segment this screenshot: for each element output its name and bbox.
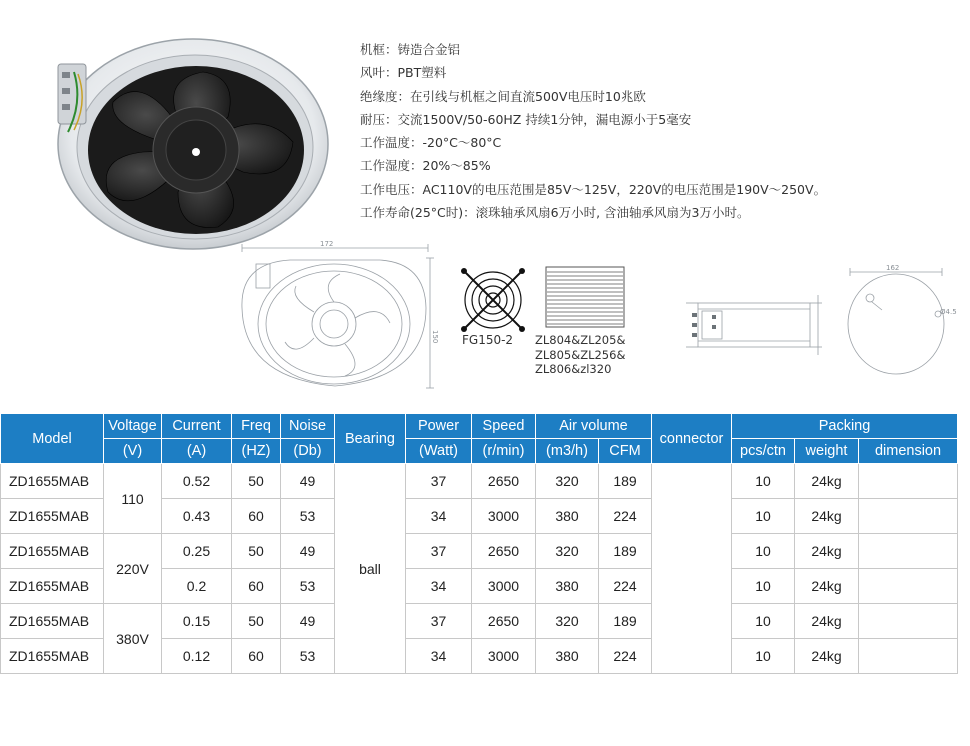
cell-current: 0.2 <box>162 569 232 604</box>
cell-model: ZD1655MAB <box>1 604 104 639</box>
cell-freq: 50 <box>232 534 281 569</box>
col-header-voltage-unit: (V) <box>104 439 162 464</box>
table-row <box>1 534 958 569</box>
spec-table <box>0 413 958 674</box>
cell-dimension <box>859 464 958 499</box>
cell-speed: 3000 <box>472 499 536 534</box>
spec-temperature: 工作温度：-20°C～80°C <box>360 135 502 151</box>
cell-power: 37 <box>406 604 472 639</box>
cell-weight: 24kg <box>795 534 859 569</box>
front-width-label: 162 <box>886 264 900 272</box>
front-view-drawing <box>842 262 964 377</box>
col-header-connector: connector <box>652 414 732 464</box>
col-header-air-m3h: (m3/h) <box>536 439 599 464</box>
col-header-pcs: pcs/ctn <box>732 439 795 464</box>
cell-pcs: 10 <box>732 639 795 674</box>
cell-air-cfm: 189 <box>599 604 652 639</box>
fan-guard-label: FG150-2 <box>462 333 514 347</box>
col-header-model: Model <box>1 414 104 464</box>
cell-model: ZD1655MAB <box>1 464 104 499</box>
cell-speed: 2650 <box>472 534 536 569</box>
cell-current: 0.52 <box>162 464 232 499</box>
cell-freq: 50 <box>232 464 281 499</box>
cell-noise: 53 <box>281 569 335 604</box>
fan-product-image <box>28 32 333 257</box>
cell-freq: 50 <box>232 604 281 639</box>
col-header-freq-unit: (HZ) <box>232 439 281 464</box>
table-body <box>1 464 958 674</box>
dim-width-label: 172 <box>320 240 334 248</box>
cell-air-cfm: 224 <box>599 499 652 534</box>
col-header-power-unit: (Watt) <box>406 439 472 464</box>
cell-current: 0.12 <box>162 639 232 674</box>
cell-weight: 24kg <box>795 499 859 534</box>
filter-drawing <box>545 266 625 328</box>
cell-bearing: ball <box>335 464 406 674</box>
cell-dimension <box>859 499 958 534</box>
table-row <box>1 604 958 639</box>
col-header-packing: Packing <box>732 414 958 439</box>
cell-model: ZD1655MAB <box>1 534 104 569</box>
cell-pcs: 10 <box>732 499 795 534</box>
spec-frame: 机框：铸造合金铝 <box>360 42 461 57</box>
cell-noise: 53 <box>281 499 335 534</box>
spec-withstand-voltage: 耐压：交流1500V/50-60HZ 持续1分钟，漏电源小于5毫安 <box>360 111 692 127</box>
cell-air-m3h: 320 <box>536 534 599 569</box>
cell-weight: 24kg <box>795 639 859 674</box>
side-view-drawing <box>682 285 832 365</box>
cell-power: 34 <box>406 639 472 674</box>
cell-current: 0.25 <box>162 534 232 569</box>
spec-lifetime: 工作寿命(25°C时)：滚珠轴承风扇6万小时, 含油轴承风扇为3万小时。 <box>360 205 750 221</box>
cell-air-cfm: 224 <box>599 639 652 674</box>
cell-voltage: 220V <box>104 534 162 604</box>
col-header-current: Current <box>162 414 232 439</box>
cell-model: ZD1655MAB <box>1 569 104 604</box>
cell-dimension <box>859 569 958 604</box>
filter-model-line: ZL805&ZL256& <box>535 347 626 362</box>
cell-freq: 60 <box>232 639 281 674</box>
cell-weight: 24kg <box>795 604 859 639</box>
col-header-power: Power <box>406 414 472 439</box>
spec-list <box>360 38 826 224</box>
cell-model: ZD1655MAB <box>1 639 104 674</box>
filter-model-line: ZL806&zl320 <box>535 362 612 376</box>
cell-freq: 60 <box>232 499 281 534</box>
col-header-air-cfm: CFM <box>599 439 652 464</box>
cell-air-m3h: 320 <box>536 604 599 639</box>
cell-voltage: 380V <box>104 604 162 674</box>
cell-air-m3h: 380 <box>536 499 599 534</box>
cell-dimension <box>859 604 958 639</box>
cell-current: 0.43 <box>162 499 232 534</box>
col-header-noise-unit: (Db) <box>281 439 335 464</box>
spec-insulation: 绝缘度：在引线与机框之间直流500V电压时10兆欧 <box>360 88 646 104</box>
col-header-air-volume: Air volume <box>536 414 652 439</box>
cell-air-cfm: 189 <box>599 464 652 499</box>
dimension-drawing <box>230 238 445 396</box>
cell-air-m3h: 320 <box>536 464 599 499</box>
cell-pcs: 10 <box>732 464 795 499</box>
filter-models-label <box>535 333 625 377</box>
cell-dimension <box>859 534 958 569</box>
cell-power: 37 <box>406 464 472 499</box>
cell-pcs: 10 <box>732 569 795 604</box>
cell-air-m3h: 380 <box>536 639 599 674</box>
col-header-weight: weight <box>795 439 859 464</box>
col-header-current-unit: (A) <box>162 439 232 464</box>
front-hole-label: Ø4.5 <box>940 308 957 316</box>
cell-voltage: 110 <box>104 464 162 534</box>
cell-speed: 3000 <box>472 569 536 604</box>
cell-air-m3h: 380 <box>536 569 599 604</box>
dim-height-label: 150 <box>431 330 439 344</box>
cell-dimension <box>859 639 958 674</box>
cell-speed: 3000 <box>472 639 536 674</box>
cell-air-cfm: 189 <box>599 534 652 569</box>
cell-freq: 60 <box>232 569 281 604</box>
cell-weight: 24kg <box>795 464 859 499</box>
fan-guard-drawing <box>458 265 528 335</box>
cell-pcs: 10 <box>732 604 795 639</box>
cell-pcs: 10 <box>732 534 795 569</box>
cell-model: ZD1655MAB <box>1 499 104 534</box>
spec-blade: 风叶：PBT塑料 <box>360 65 447 81</box>
col-header-freq: Freq <box>232 414 281 439</box>
col-header-dimension: dimension <box>859 439 958 464</box>
cell-noise: 49 <box>281 604 335 639</box>
spec-humidity: 工作湿度：20%～85% <box>360 158 491 174</box>
col-header-speed: Speed <box>472 414 536 439</box>
col-header-noise: Noise <box>281 414 335 439</box>
cell-noise: 49 <box>281 534 335 569</box>
col-header-bearing: Bearing <box>335 414 406 464</box>
cell-air-cfm: 224 <box>599 569 652 604</box>
filter-model-line: ZL804&ZL205& <box>535 333 626 347</box>
col-header-voltage: Voltage <box>104 414 162 439</box>
cell-weight: 24kg <box>795 569 859 604</box>
cell-current: 0.15 <box>162 604 232 639</box>
cell-power: 34 <box>406 569 472 604</box>
cell-noise: 49 <box>281 464 335 499</box>
table-row <box>1 464 958 499</box>
cell-power: 34 <box>406 499 472 534</box>
cell-noise: 53 <box>281 639 335 674</box>
cell-speed: 2650 <box>472 604 536 639</box>
spec-voltage-range: 工作电压：AC110V的电压范围是85V～125V，220V的电压范围是190V～250V。 <box>360 181 827 197</box>
cell-speed: 2650 <box>472 464 536 499</box>
cell-power: 37 <box>406 534 472 569</box>
cell-connector <box>652 464 732 674</box>
col-header-speed-unit: (r/min) <box>472 439 536 464</box>
